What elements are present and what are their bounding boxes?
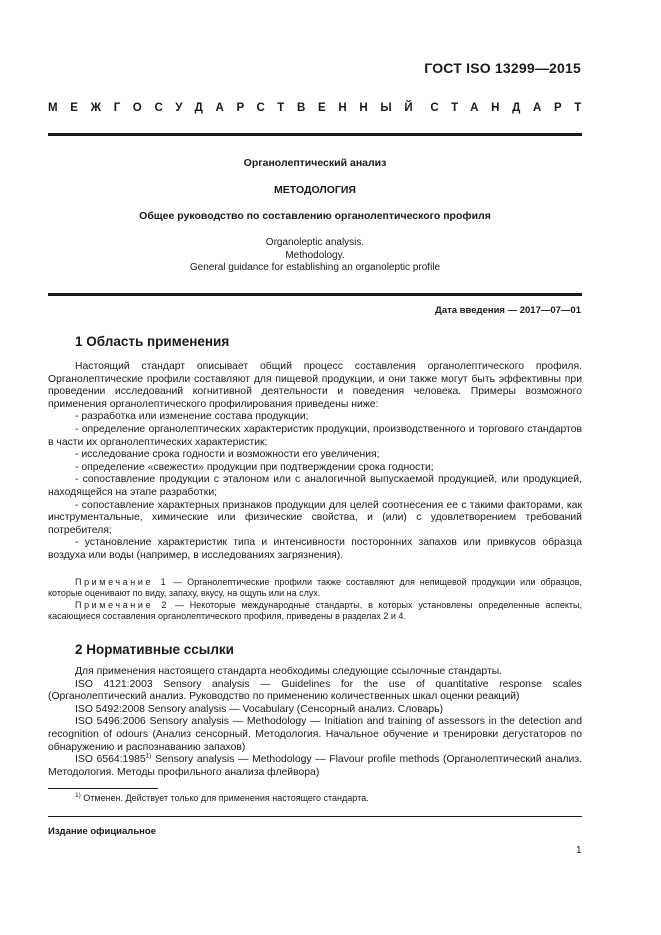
note-text: — Органолептические профили также составляют для непищевой продукции или образцов, которые оценивают по виду, запаху, вкусу, на ощупь или на слух.	[48, 577, 582, 599]
edition-label: Издание официальное	[48, 826, 156, 837]
english-title-line: Organoleptic analysis.	[265, 237, 365, 248]
standard-code: ГОСТ ISO 13299—2015	[424, 60, 581, 76]
footnote-mark: 1)	[75, 792, 81, 799]
footnote-rule	[48, 788, 158, 789]
footer-rule	[48, 816, 582, 817]
title-line-2: МЕТОДОЛОГИЯ	[274, 184, 356, 196]
list-item: - сопоставление характерных признаков продукции для целей соотнесения ее с такими факторами, как инструментальные, химические или физические свойства, и (или) с удовлетворением требований потребителя;	[48, 499, 582, 536]
page-number: 1	[576, 845, 582, 856]
paragraph: Настоящий стандарт описывает общий процесс составления органолептического профиля. Органолептические профили составляют для пищевой продукции, и они также могут быть эффективны при проведении исследований когнитивной деятельности и поведения человека. Примеры возможного применения органолептического профилирования приведены ниже:	[48, 361, 582, 410]
reference-text: Sensory analysis — Methodology — Flavour profile methods (Органолептический анализ. Методология. Методы профильного анализа флейвора)	[48, 754, 582, 778]
title-line-1: Органолептический анализ	[243, 157, 387, 169]
paragraph: Для применения настоящего стандарта необходимы следующие ссылочные стандарты.	[75, 666, 503, 677]
footnote-marker: 1)	[145, 752, 152, 760]
note-text: — Некоторые международные стандарты, в которых установлены определенные аспекты, касающиеся составления органолептического профиля, приведены в разделах 2 и 4.	[48, 599, 582, 622]
section-2-heading: 2 Нормативные ссылки	[75, 642, 234, 657]
reference-item	[48, 754, 582, 779]
reference-item: ISO 5492:2008 Sensory analysis — Vocabulary (Сенсорный анализ. Словарь)	[75, 703, 444, 715]
reference-item: ISO 5496:2006 Sensory analysis — Methodology — Initiation and training of assessors in the detection and recognition of odours (Анализ сенсорный. Методология. Начальное обучение и тренировки дегустаторов по обнаружению и распознаванию запахов)	[48, 716, 582, 753]
section-2-body	[48, 666, 582, 779]
reference-item: ISO 4121:2003 Sensory analysis — Guidelines for the use of quantitative response scales (Органолептический анализ. Руководство по применению количественных шкал оценки реакций)	[48, 678, 582, 703]
footnote	[75, 793, 369, 803]
footnote-text: Отменен. Действует только для применения настоящего стандарта.	[80, 793, 369, 803]
interstate-word: МЕЖГОСУДАРСТВЕННЫЙ	[48, 102, 426, 114]
note-label: Примечание 2	[75, 599, 170, 610]
note-2	[48, 600, 582, 623]
reference-code: ISO 6564:1985	[75, 754, 146, 766]
note-1	[48, 577, 582, 600]
standard-word: СТАНДАРТ	[430, 102, 594, 114]
title-rule	[48, 293, 582, 296]
title-line-3: Общее руководство по составлению органолептического профиля	[139, 210, 491, 222]
english-title-line: General guidance for establishing an organoleptic profile	[189, 262, 441, 273]
english-title	[48, 237, 582, 275]
list-item: - исследование срока годности и возможности его увеличения;	[75, 449, 380, 461]
section-1-body	[48, 361, 582, 563]
list-item: - определение «свежести» продукции при подтверждении срока годности;	[75, 461, 434, 473]
notes	[48, 577, 582, 623]
list-item: - установление характеристик типа и интенсивности посторонних запахов или привкусов образца воздуха или воды (например, в исследованиях загрязнения).	[48, 537, 582, 561]
list-item: - разработка или изменение состава продукции;	[75, 411, 309, 423]
list-item: - определение органолептических характеристик продукции, производственного и торгового стандартов в части их органолептических характеристик;	[48, 423, 582, 448]
note-label: Примечание 1	[75, 577, 169, 587]
list-item: - сопоставление продукции с эталоном или с аналогичной выпускаемой продукцией, или продукцией, находящейся на этапе разработки;	[48, 474, 582, 498]
header-rule	[48, 133, 582, 136]
introduction-date: Дата введения — 2017—07—01	[435, 305, 581, 316]
english-title-line: Methodology.	[285, 249, 345, 261]
section-1-heading: 1 Область применения	[75, 334, 230, 349]
